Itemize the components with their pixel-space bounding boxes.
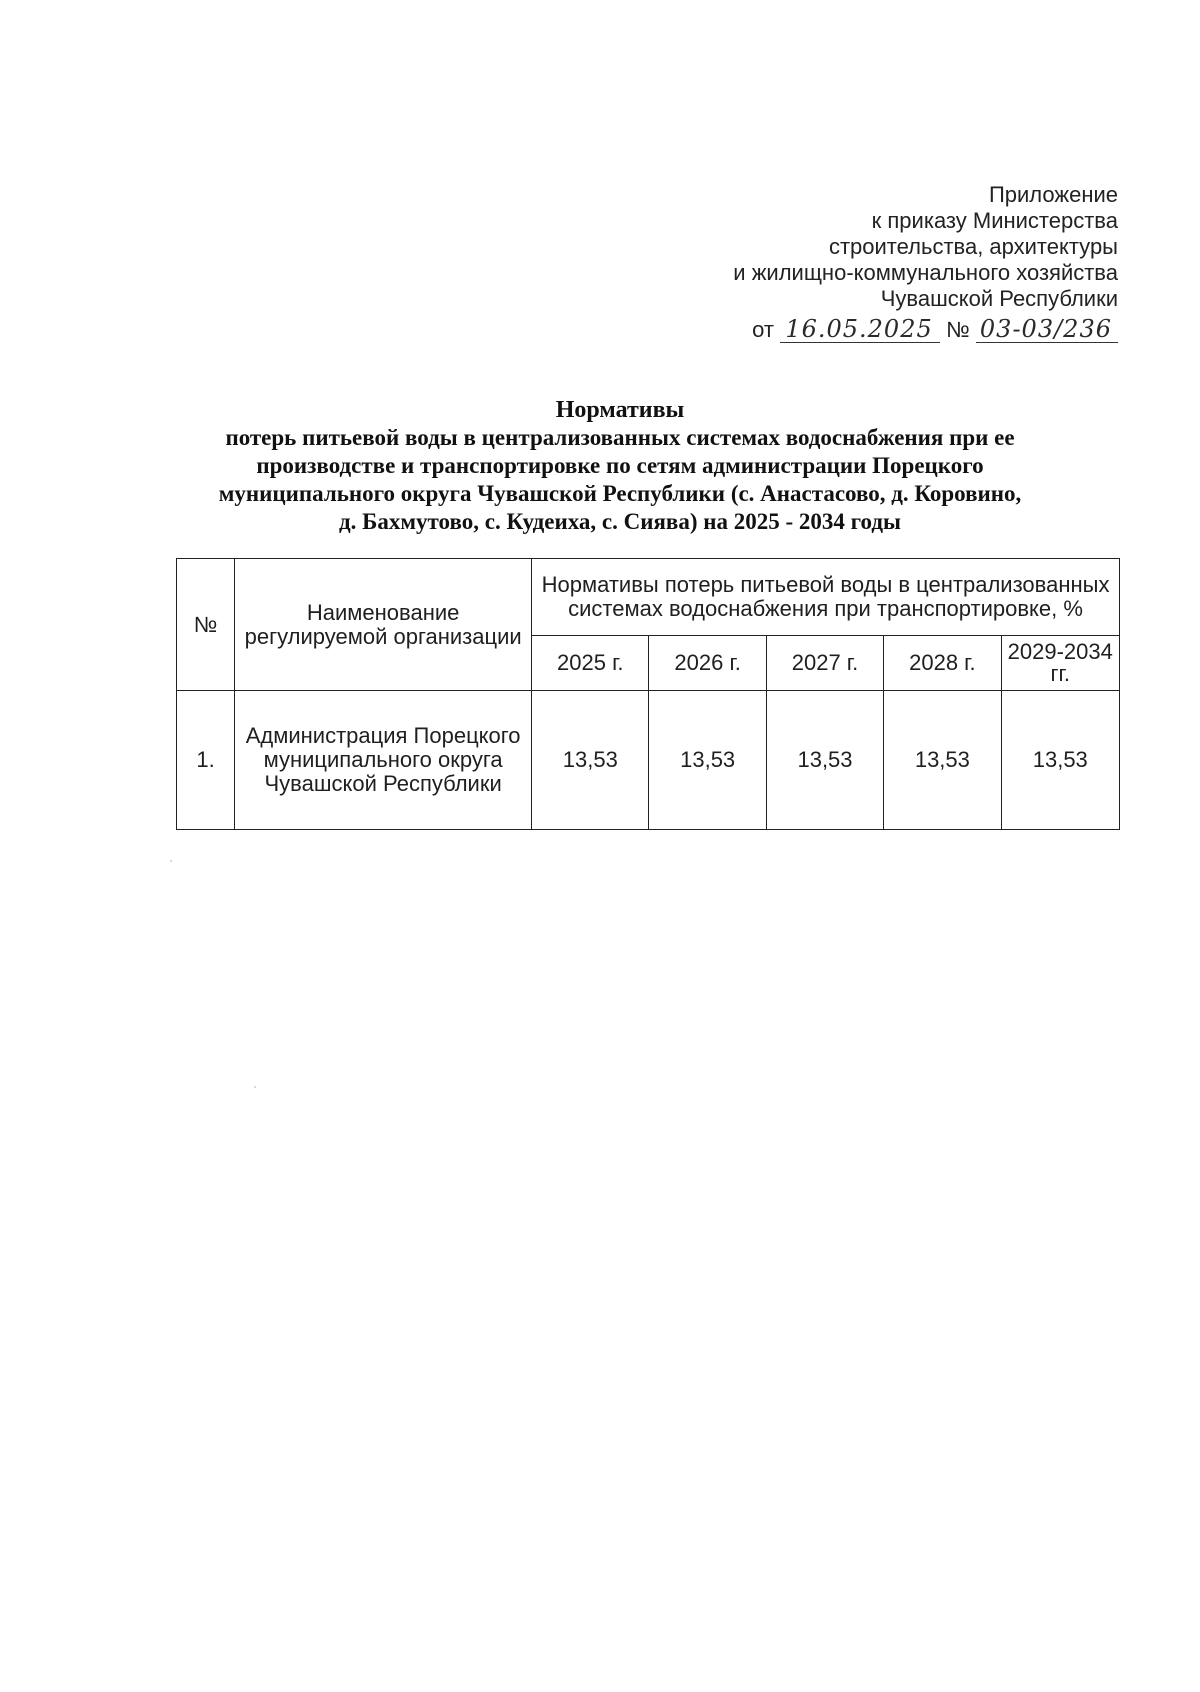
- header-year-2029-2034: 2029-2034 гг.: [1001, 636, 1119, 691]
- row-value-2029-2034: 13,53: [1001, 691, 1119, 830]
- appendix-ministry-line1: строительства, архитектуры: [828, 234, 1118, 259]
- appendix-republic: Чувашской Республики: [880, 286, 1118, 311]
- appendix-title: Приложение: [988, 182, 1118, 207]
- table-row: [177, 691, 1120, 830]
- scan-speck: [254, 1086, 256, 1088]
- header-year-2025: 2025 г.: [532, 636, 649, 691]
- header-year-2027: 2027 г.: [766, 636, 883, 691]
- header-year-2026: 2026 г.: [649, 636, 766, 691]
- date-prefix: от: [752, 317, 774, 342]
- row-num: 1.: [177, 691, 235, 830]
- title-main: Нормативы: [555, 397, 685, 423]
- row-value-2025: 13,53: [532, 691, 649, 830]
- norms-table: [176, 558, 1120, 830]
- number-prefix: №: [946, 317, 970, 342]
- title-line-3: муниципального округа Чувашской Республики (с. Анастасово, д. Коровино,: [218, 481, 1022, 506]
- header-norms-group: Нормативы потерь питьевой воды в централизованных системах водоснабжения при транспортировке, %: [532, 559, 1120, 636]
- order-number: 03-03/236: [976, 316, 1118, 343]
- header-num: №: [177, 559, 235, 691]
- title-line-2: производстве и транспортировке по сетям администрации Порецкого: [256, 453, 984, 478]
- document-title: [120, 396, 1120, 536]
- table-header-row: [177, 559, 1120, 636]
- header-organization: Наименование регулируемой организации: [235, 559, 532, 691]
- header-year-2028: 2028 г.: [884, 636, 1001, 691]
- row-value-2028: 13,53: [884, 691, 1001, 830]
- row-value-2026: 13,53: [649, 691, 766, 830]
- scan-speck: [170, 860, 172, 862]
- appendix-ministry-line2: и жилищно-коммунального хозяйства: [733, 260, 1118, 285]
- appendix-order-ref: к приказу Министерства: [871, 208, 1118, 233]
- row-organization: Администрация Порецкого муниципального округа Чувашской Республики: [235, 691, 532, 830]
- order-date-number: [733, 316, 1118, 343]
- order-date: 16.05.2025: [780, 316, 940, 343]
- title-line-4: д. Бахмутово, с. Кудеиха, с. Сиява) на 2025 - 2034 годы: [339, 509, 901, 534]
- title-line-1: потерь питьевой воды в централизованных системах водоснабжения при ее: [225, 425, 1015, 450]
- appendix-header: [733, 182, 1118, 343]
- row-value-2027: 13,53: [766, 691, 883, 830]
